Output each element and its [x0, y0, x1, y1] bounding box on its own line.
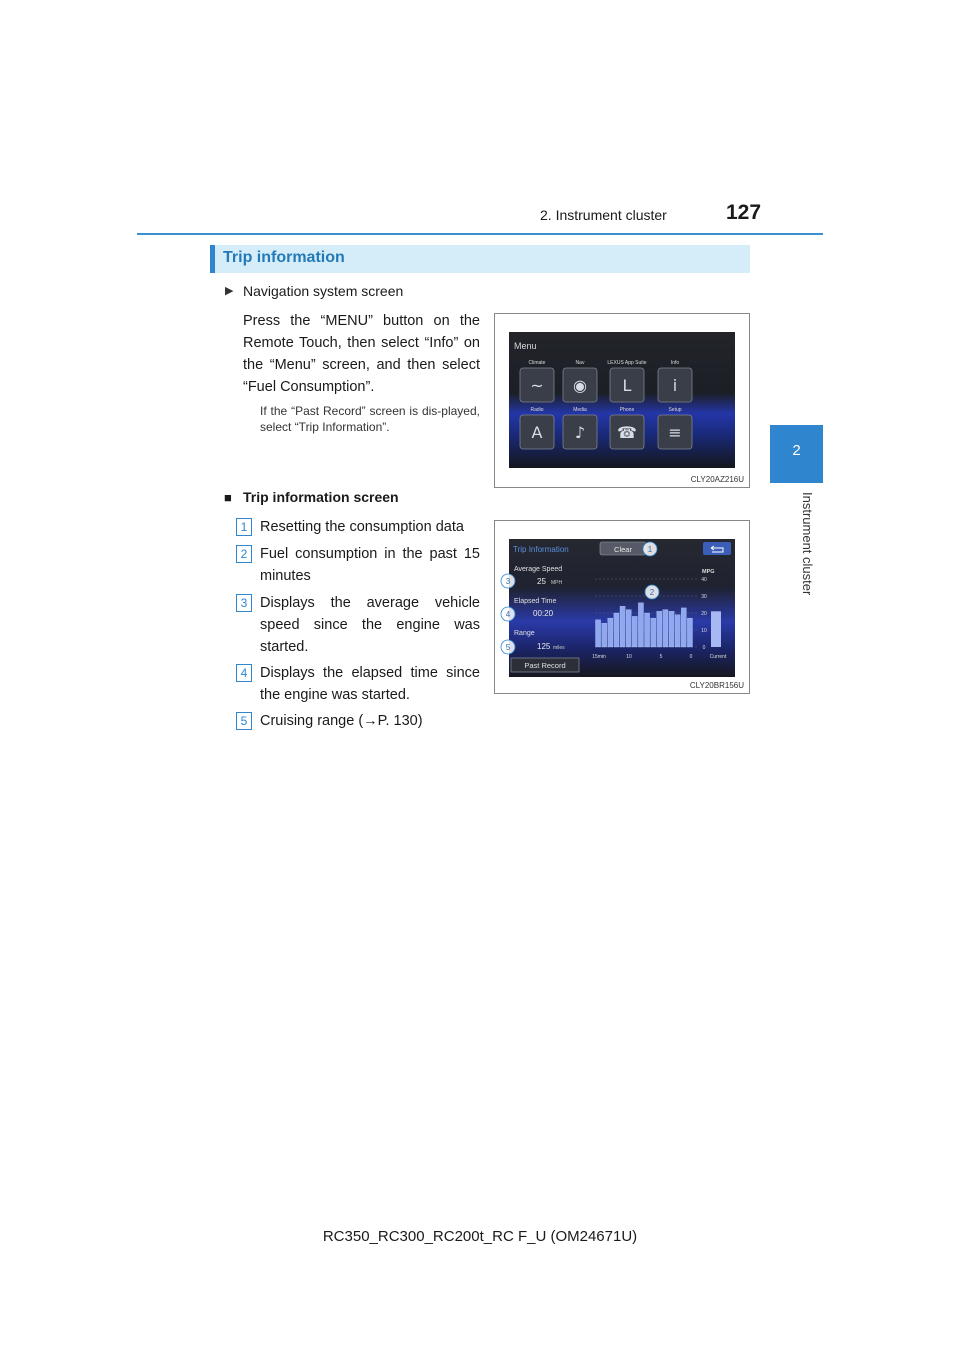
menu-screen-illustration	[495, 314, 749, 487]
item-number-1: 1	[236, 518, 252, 536]
menu-label: Climate	[528, 360, 546, 366]
fuel-bar	[669, 611, 674, 647]
svg-text:3: 3	[505, 577, 511, 586]
chapter-tab[interactable]: 2	[770, 425, 823, 483]
chapter-tab-label: Instrument cluster	[800, 492, 815, 596]
item-number-2: 2	[236, 545, 252, 563]
climate-icon[interactable]	[520, 368, 554, 402]
menu-label: Radio	[530, 407, 544, 413]
y-tick-label: 20	[701, 611, 707, 617]
svg-text:2: 2	[649, 588, 655, 597]
figure-code: CLY20AZ216U	[690, 475, 744, 484]
y-tick-label: 0	[702, 645, 706, 651]
menu-label: Phone	[619, 407, 635, 413]
item-number-3: 3	[236, 594, 252, 612]
x-tick-label: 10	[626, 654, 632, 660]
callout-1	[643, 542, 657, 556]
y-tick-label: 10	[701, 628, 707, 634]
square-bullet-icon: ■	[224, 490, 232, 505]
svg-text:L: L	[622, 376, 632, 395]
nav-note: If the “Past Record” screen is dis-played, select “Trip Information”.	[260, 404, 480, 434]
lexus-logo-icon[interactable]	[610, 368, 644, 402]
svg-text:4: 4	[505, 610, 511, 619]
info-icon[interactable]	[658, 368, 692, 402]
fuel-bar	[602, 623, 607, 647]
fuel-bar	[614, 613, 619, 647]
item-text-1: Resetting the consumption data	[260, 519, 464, 535]
figure-code: CLY20BR156U	[689, 681, 744, 690]
fuel-bar	[681, 608, 686, 647]
fuel-bar	[620, 606, 625, 647]
trip-screen-illustration	[495, 521, 749, 693]
svg-text:i: i	[672, 376, 678, 395]
menu-label: LEXUS App Suite	[607, 360, 647, 366]
svg-text:5: 5	[505, 643, 511, 652]
past-record-label: Past Record	[524, 661, 566, 670]
svg-text:≡: ≡	[668, 423, 682, 442]
avg-speed-unit: MPH	[551, 580, 563, 586]
y-tick-label: 30	[701, 594, 707, 600]
fuel-bar	[608, 618, 613, 647]
range-unit: miles	[553, 645, 565, 651]
callout-5	[501, 640, 515, 654]
avg-speed-value: 25	[537, 577, 546, 586]
avg-speed-label: Average Speed	[514, 566, 563, 573]
nav-instructions: Press the “MENU” button on the Remote Touch, then select “Info” on the “Menu” screen, and then select “Fuel Consumption”.	[243, 313, 480, 395]
elapsed-time-label: Elapsed Time	[514, 598, 557, 605]
menu-screen-figure	[494, 313, 750, 488]
item-number-4: 4	[236, 664, 252, 682]
trip-screen-figure	[494, 520, 750, 694]
fuel-bar	[651, 618, 656, 647]
svg-text:~: ~	[530, 376, 544, 395]
fuel-bar	[626, 610, 631, 647]
fuel-bar	[663, 610, 668, 647]
svg-text:♪: ♪	[574, 423, 586, 442]
item-number-5: 5	[236, 712, 252, 730]
callout-3	[501, 574, 515, 588]
nav-compass-icon[interactable]	[563, 368, 597, 402]
item-text-5: Cruising range (→P. 130)	[260, 713, 423, 729]
phone-icon[interactable]	[610, 415, 644, 449]
item-text-2: Fuel consumption in the past 15 minutes	[260, 546, 480, 584]
x-tick-label: Current	[709, 654, 727, 660]
page-number: 127	[726, 201, 762, 224]
trip-heading: Trip information screen	[243, 489, 399, 505]
header-rule	[137, 233, 823, 235]
svg-text:☎: ☎	[617, 423, 637, 442]
fuel-bar	[638, 603, 643, 647]
menu-label: Info	[670, 360, 680, 366]
callout-2	[645, 585, 659, 599]
fuel-bar	[596, 620, 601, 647]
setup-icon[interactable]	[658, 415, 692, 449]
footer-model-code: RC350_RC300_RC200t_RC F_U (OM24671U)	[322, 1228, 638, 1245]
range-label: Range	[514, 630, 535, 637]
fuel-bar	[645, 613, 650, 647]
svg-text:◉: ◉	[573, 376, 587, 395]
fuel-bar	[632, 616, 637, 647]
y-tick-label: 40	[701, 577, 707, 583]
svg-text:A: A	[531, 423, 543, 442]
menu-label: Nav	[575, 360, 585, 366]
x-tick-label: 5	[659, 654, 663, 660]
unit-label: MPG	[702, 569, 715, 575]
elapsed-time-value: 00:20	[533, 609, 554, 618]
current-bar	[711, 611, 721, 647]
radio-antenna-icon[interactable]	[520, 415, 554, 449]
x-tick-label: 0	[689, 654, 693, 660]
item-text-4: Displays the elapsed time since the engine was started.	[260, 665, 480, 703]
x-tick-label: 15min	[592, 654, 606, 660]
trip-screen-title: Trip Information	[513, 545, 569, 554]
menu-label: Setup	[668, 407, 682, 413]
running-header: 2. Instrument cluster	[540, 207, 667, 223]
fuel-bar	[687, 618, 692, 647]
triangle-bullet-icon: ▶	[225, 285, 234, 297]
range-value: 125	[537, 642, 551, 651]
fuel-bar	[657, 611, 662, 647]
menu-title: Menu	[514, 341, 537, 351]
nav-heading: Navigation system screen	[243, 283, 404, 299]
fuel-bar	[675, 615, 680, 647]
section-title: Trip information	[223, 249, 345, 266]
callout-4	[501, 607, 515, 621]
music-note-icon[interactable]	[563, 415, 597, 449]
clear-button-label: Clear	[614, 545, 632, 554]
svg-text:1: 1	[647, 545, 653, 554]
item-text-3: Displays the average vehicle speed since the engine was started.	[260, 595, 480, 655]
menu-label: Media	[573, 407, 587, 413]
